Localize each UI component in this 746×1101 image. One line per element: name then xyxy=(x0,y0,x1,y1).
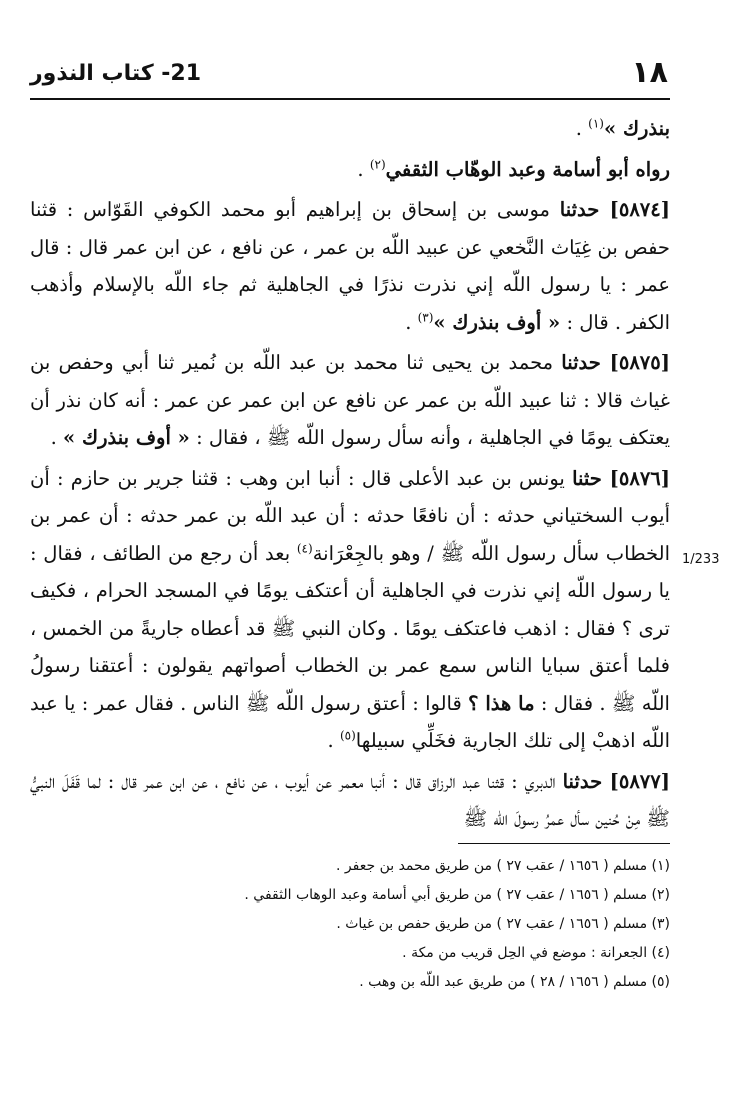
paragraph xyxy=(30,110,670,148)
footnote-2: (٢) مسلم ( ١٦٥٦ / عقب ٢٧ ) من طريق أبي أسامة وعبد الوهاب الثقفي . xyxy=(244,887,670,903)
text-run: . xyxy=(327,729,340,752)
paragraph xyxy=(30,344,670,457)
emphasis-text: رواه أبو أسامة وعبد الوهّاب الثقفي xyxy=(385,157,670,181)
page-number: ١٨ xyxy=(631,55,668,90)
text-run: يونس بن عبد الأعلى قال : أنبا ابن وهب : قثنا جرير بن حازم : أن أيوب السختياني حدثه : أن نافعًا حدثه : أن عبد اللّه بن عمر حدثه : أن عمر بن الخطاب سأل رسول اللّه ﷺ / وهو بالجِعْرَانة xyxy=(30,466,671,565)
page-header xyxy=(30,55,670,93)
footnote-3: (٣) مسلم ( ١٦٥٦ / عقب ٢٧ ) من طريق حفص بن غياث . xyxy=(336,916,670,932)
footnote-1: (١) مسلم ( ١٦٥٦ / عقب ٢٧ ) من طريق محمد بن جعفر . xyxy=(336,858,670,874)
margin-page-reference: 1/233 xyxy=(682,552,720,567)
footnote-4: (٤) الجعرانة : موضع في الحِل قريب من مكة . xyxy=(402,945,670,961)
text-run: . xyxy=(50,426,64,449)
header-divider xyxy=(30,98,670,100)
footnote-5: (٥) مسلم ( ١٦٥٦ / ٢٨ ) من طريق عبد اللّه بن وهب . xyxy=(359,974,670,990)
emphasis-text: [٥٨٧٧] حدثنا xyxy=(562,769,670,793)
footnote-marker: (١) xyxy=(588,116,604,131)
emphasis-text: « أوف بنذرك » xyxy=(433,310,561,334)
text-run: الدبري : قثنا عبد الرزاق قال : أنبا معمر عن أيوب ، عن نافع ، عن ابن عمر قال : لما قَفَلَ النبيُّ ﷺ مِنْ حُنين سأل عمرُ رسولَ اللّه ﷺ xyxy=(30,769,670,830)
emphasis-text: ما هذا ؟ xyxy=(468,691,535,715)
emphasis-text: [٥٨٧٥] حدثنا xyxy=(561,351,670,374)
emphasis-text: [٥٨٧٤] حدثنا xyxy=(559,198,670,221)
text-run: محمد بن يحيى ثنا محمد بن عبد اللّه بن نُمير ثنا أبي وحفص بن غياث قالا : ثنا عبيد اللّه بن عمر عن نافع عن ابن عمر عن عمر : أنه كان نذر أن يعتكف يومًا في الجاهلية ، وأنه سأل رسول اللّه ﷺ ، فقال : xyxy=(30,351,670,449)
text-run: . xyxy=(357,157,370,181)
text-run: قالوا : أعتق رسول اللّه ﷺ الناس . فقال عمر : يا عبد اللّه اذهبْ إلى تلك الجارية فخَلِّي سبيلها xyxy=(30,691,670,752)
emphasis-text: « أوف بنذرك » xyxy=(63,426,190,449)
footnote-marker: (٢) xyxy=(369,157,386,171)
paragraph xyxy=(30,191,670,341)
main-text xyxy=(30,110,670,838)
footnote-marker: (٥) xyxy=(339,728,356,743)
footnote-marker: (٤) xyxy=(296,541,313,555)
paragraph xyxy=(30,460,670,760)
text-run: بعد أن رجع من الطائف ، فقال : يا رسول اللّه إني نذرت في الجاهلية أن أعتكف يومًا في المسجد الحرام ، فكيف ترى ؟ فقال : اذهب فاعتكف يومًا . وكان النبي ﷺ قد أعطاه جاريةً من الخمس ، فلما أعتق سبايا الناس سمع عمر بن الخطاب أصواتهم يقولون : أعتقنا رسولُ اللّه ﷺ . فقال : xyxy=(30,541,670,715)
paragraph xyxy=(30,763,670,838)
text-run: . xyxy=(575,117,589,140)
paragraph xyxy=(30,151,670,189)
footnote-divider xyxy=(458,843,670,844)
text-run: موسى بن إسحاق بن إبراهيم أبو محمد الكوفي القَوّاس : قثنا حفص بن غِيَاث النَّخعي عن عبيد اللّه بن عمر ، عن نافع ، عن ابن عمر قال : قال عمر : يا رسول اللّه إني نذرت نذرًا في الجاهلية ثم جاء اللّه بالإسلام وأذهب الكفر . قال : xyxy=(30,198,670,334)
chapter-title: 21- كتاب النذور xyxy=(30,61,202,86)
emphasis-text: [٥٨٧٦] حثنا xyxy=(572,466,671,490)
footnote-marker: (٣) xyxy=(417,310,434,324)
emphasis-text: بنذرك » xyxy=(603,117,670,140)
footnotes xyxy=(30,852,670,997)
text-run: . xyxy=(405,310,418,334)
